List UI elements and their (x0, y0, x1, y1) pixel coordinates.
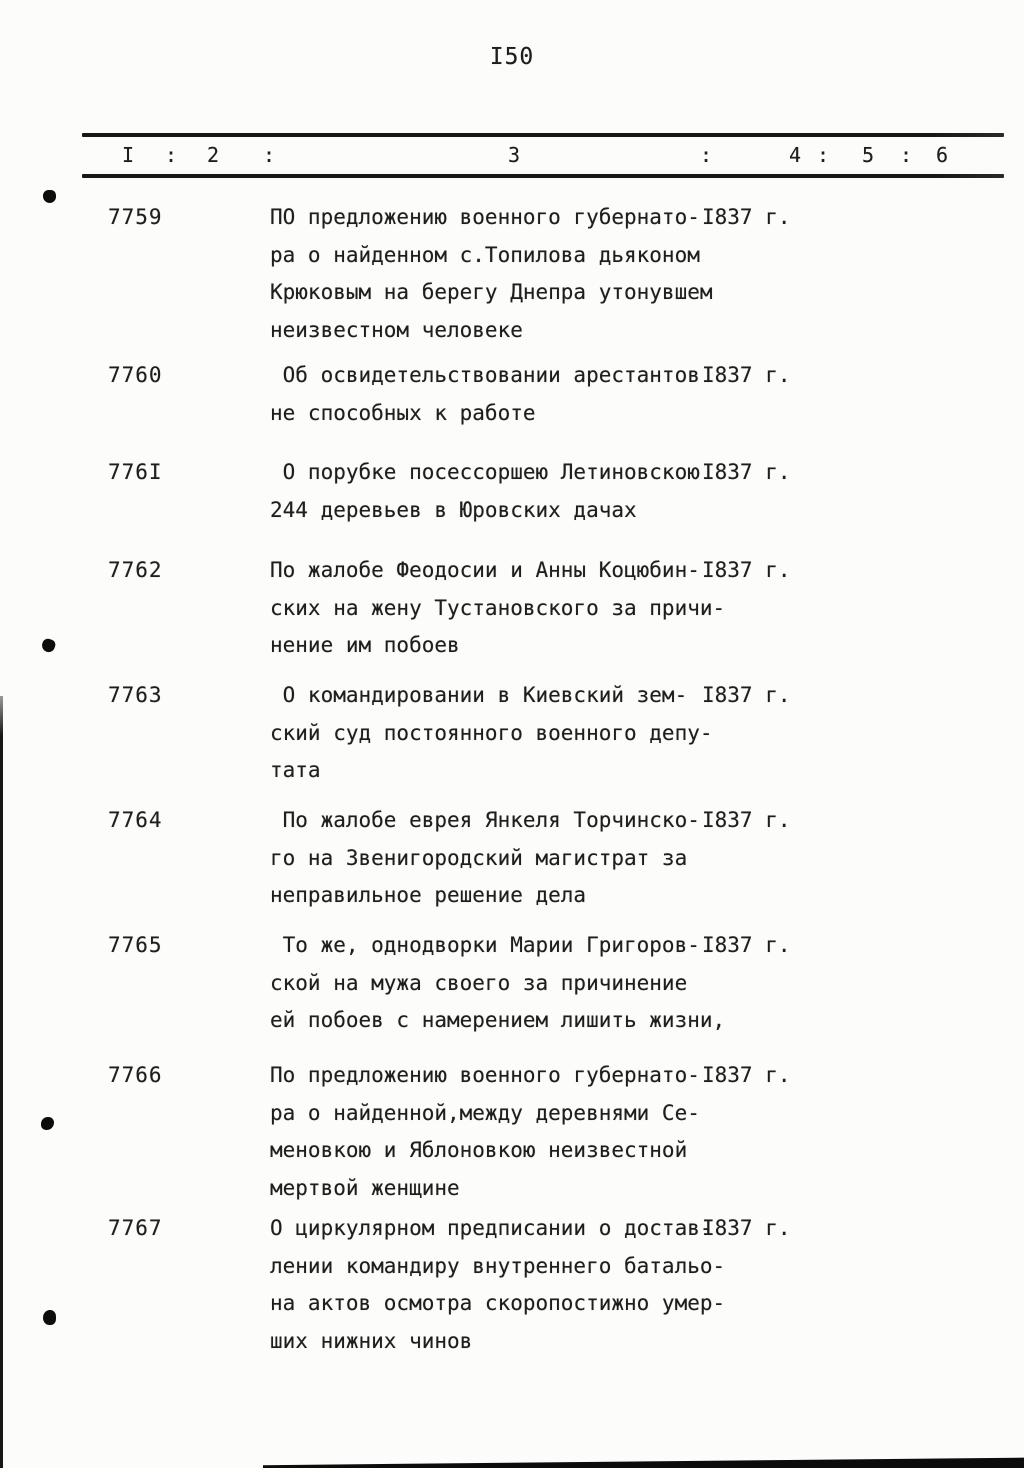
column-header-4: 4 (789, 143, 802, 167)
entry-description (270, 1057, 750, 1207)
entry-description-line: неправильное решение дела (270, 883, 587, 907)
entry-description-line: тата (270, 758, 321, 782)
column-header-5: 5 (862, 143, 875, 167)
entry-description (270, 454, 750, 529)
entry-number: 7762 (108, 558, 163, 582)
entry-description-line: Крюковым на берегу Днепра утонувшем (270, 280, 713, 304)
entry-description-line: меновкою и Яблоновкою неизвестной (270, 1138, 688, 1162)
entry-description (270, 927, 750, 1040)
entry-number: 776I (108, 460, 163, 484)
entry-year: I837 г. (702, 205, 791, 229)
column-header-6: 6 (936, 143, 949, 167)
entry-description (270, 552, 750, 665)
entry-description (270, 677, 750, 790)
entry-number: 7767 (108, 1216, 163, 1240)
entry-year: I837 г. (702, 683, 791, 707)
entry-year: I837 г. (702, 363, 791, 387)
entry-description-line: О порубке посессоршею Летиновскою (270, 460, 700, 484)
margin-ink-dot (43, 1310, 56, 1325)
entry-year: I837 г. (702, 933, 791, 957)
entry-description-line: ей побоев с намерением лишить жизни, (270, 1008, 726, 1032)
entry-description-line: ских на жену Тустановского за причи- (270, 595, 726, 620)
entry-description (270, 357, 750, 432)
column-separator: : (700, 143, 713, 167)
entry-year: I837 г. (702, 460, 791, 484)
column-separator: : (165, 143, 178, 167)
column-separator: : (900, 143, 913, 167)
margin-ink-dot (43, 190, 56, 203)
entry-number: 7765 (108, 933, 163, 957)
entry-description-line: По жалобе еврея Янкеля Торчинско- (270, 808, 700, 832)
column-header-2: 2 (207, 143, 220, 167)
entry-description-line: ский суд постоянного военного депу- (270, 720, 713, 745)
entry-year: I837 г. (702, 1216, 791, 1240)
entry-description (270, 802, 750, 915)
entry-description-line: на актов осмотра скоропостижно умер- (270, 1291, 726, 1315)
entry-description-line: ПО предложению военного губернато- (270, 205, 700, 229)
entry-description-line: лении командиру внутреннего батальо- (270, 1253, 726, 1278)
column-separator: : (263, 143, 276, 167)
entry-description-line: ра о найденном с.Топилова дьяконом (270, 242, 700, 267)
entry-number: 7763 (108, 683, 163, 707)
entry-number: 7764 (108, 808, 163, 832)
entry-description-line: По предложению военного губернато- (270, 1063, 700, 1087)
entry-number: 7759 (108, 205, 163, 229)
entry-description-line: мертвой женщине (270, 1175, 460, 1200)
entry-description-line: ской на мужа своего за причинение (270, 970, 688, 995)
entry-description-line: ших нижних чинов (270, 1328, 473, 1353)
entry-description-line: То же, однодворки Марии Григоров- (270, 933, 700, 957)
page-number: I50 (489, 44, 535, 70)
column-header-1: I (122, 143, 135, 167)
entry-description-line: По жалобе Феодосии и Анны Коцюбин- (270, 558, 700, 582)
entry-description-line: О циркулярном предписании о достав- (270, 1216, 713, 1240)
entry-description-line: ра о найденной,между деревнями Се- (270, 1100, 700, 1125)
entry-description-line: не способных к работе (270, 400, 536, 425)
entry-description (270, 199, 750, 349)
entry-description-line: го на Звенигородский магистрат за (270, 845, 688, 870)
entry-description-line: 244 деревьев в Юровских дачах (270, 497, 637, 522)
entry-description-line: нение им побоев (270, 633, 460, 657)
entry-description-line: Об освидетельствовании арестантов (270, 363, 700, 387)
entry-description (270, 1210, 750, 1360)
column-header-3: 3 (508, 143, 521, 167)
entry-description-line: О командировании в Киевский зем- (270, 683, 688, 707)
scan-edge-left (0, 696, 3, 1468)
entry-number: 7766 (108, 1063, 163, 1087)
entry-year: I837 г. (702, 808, 791, 832)
entry-description-line: неизвестном человеке (270, 317, 523, 342)
entry-number: 7760 (108, 363, 163, 387)
entry-year: I837 г. (702, 1063, 791, 1087)
column-separator: : (817, 143, 830, 167)
entry-year: I837 г. (702, 558, 791, 582)
